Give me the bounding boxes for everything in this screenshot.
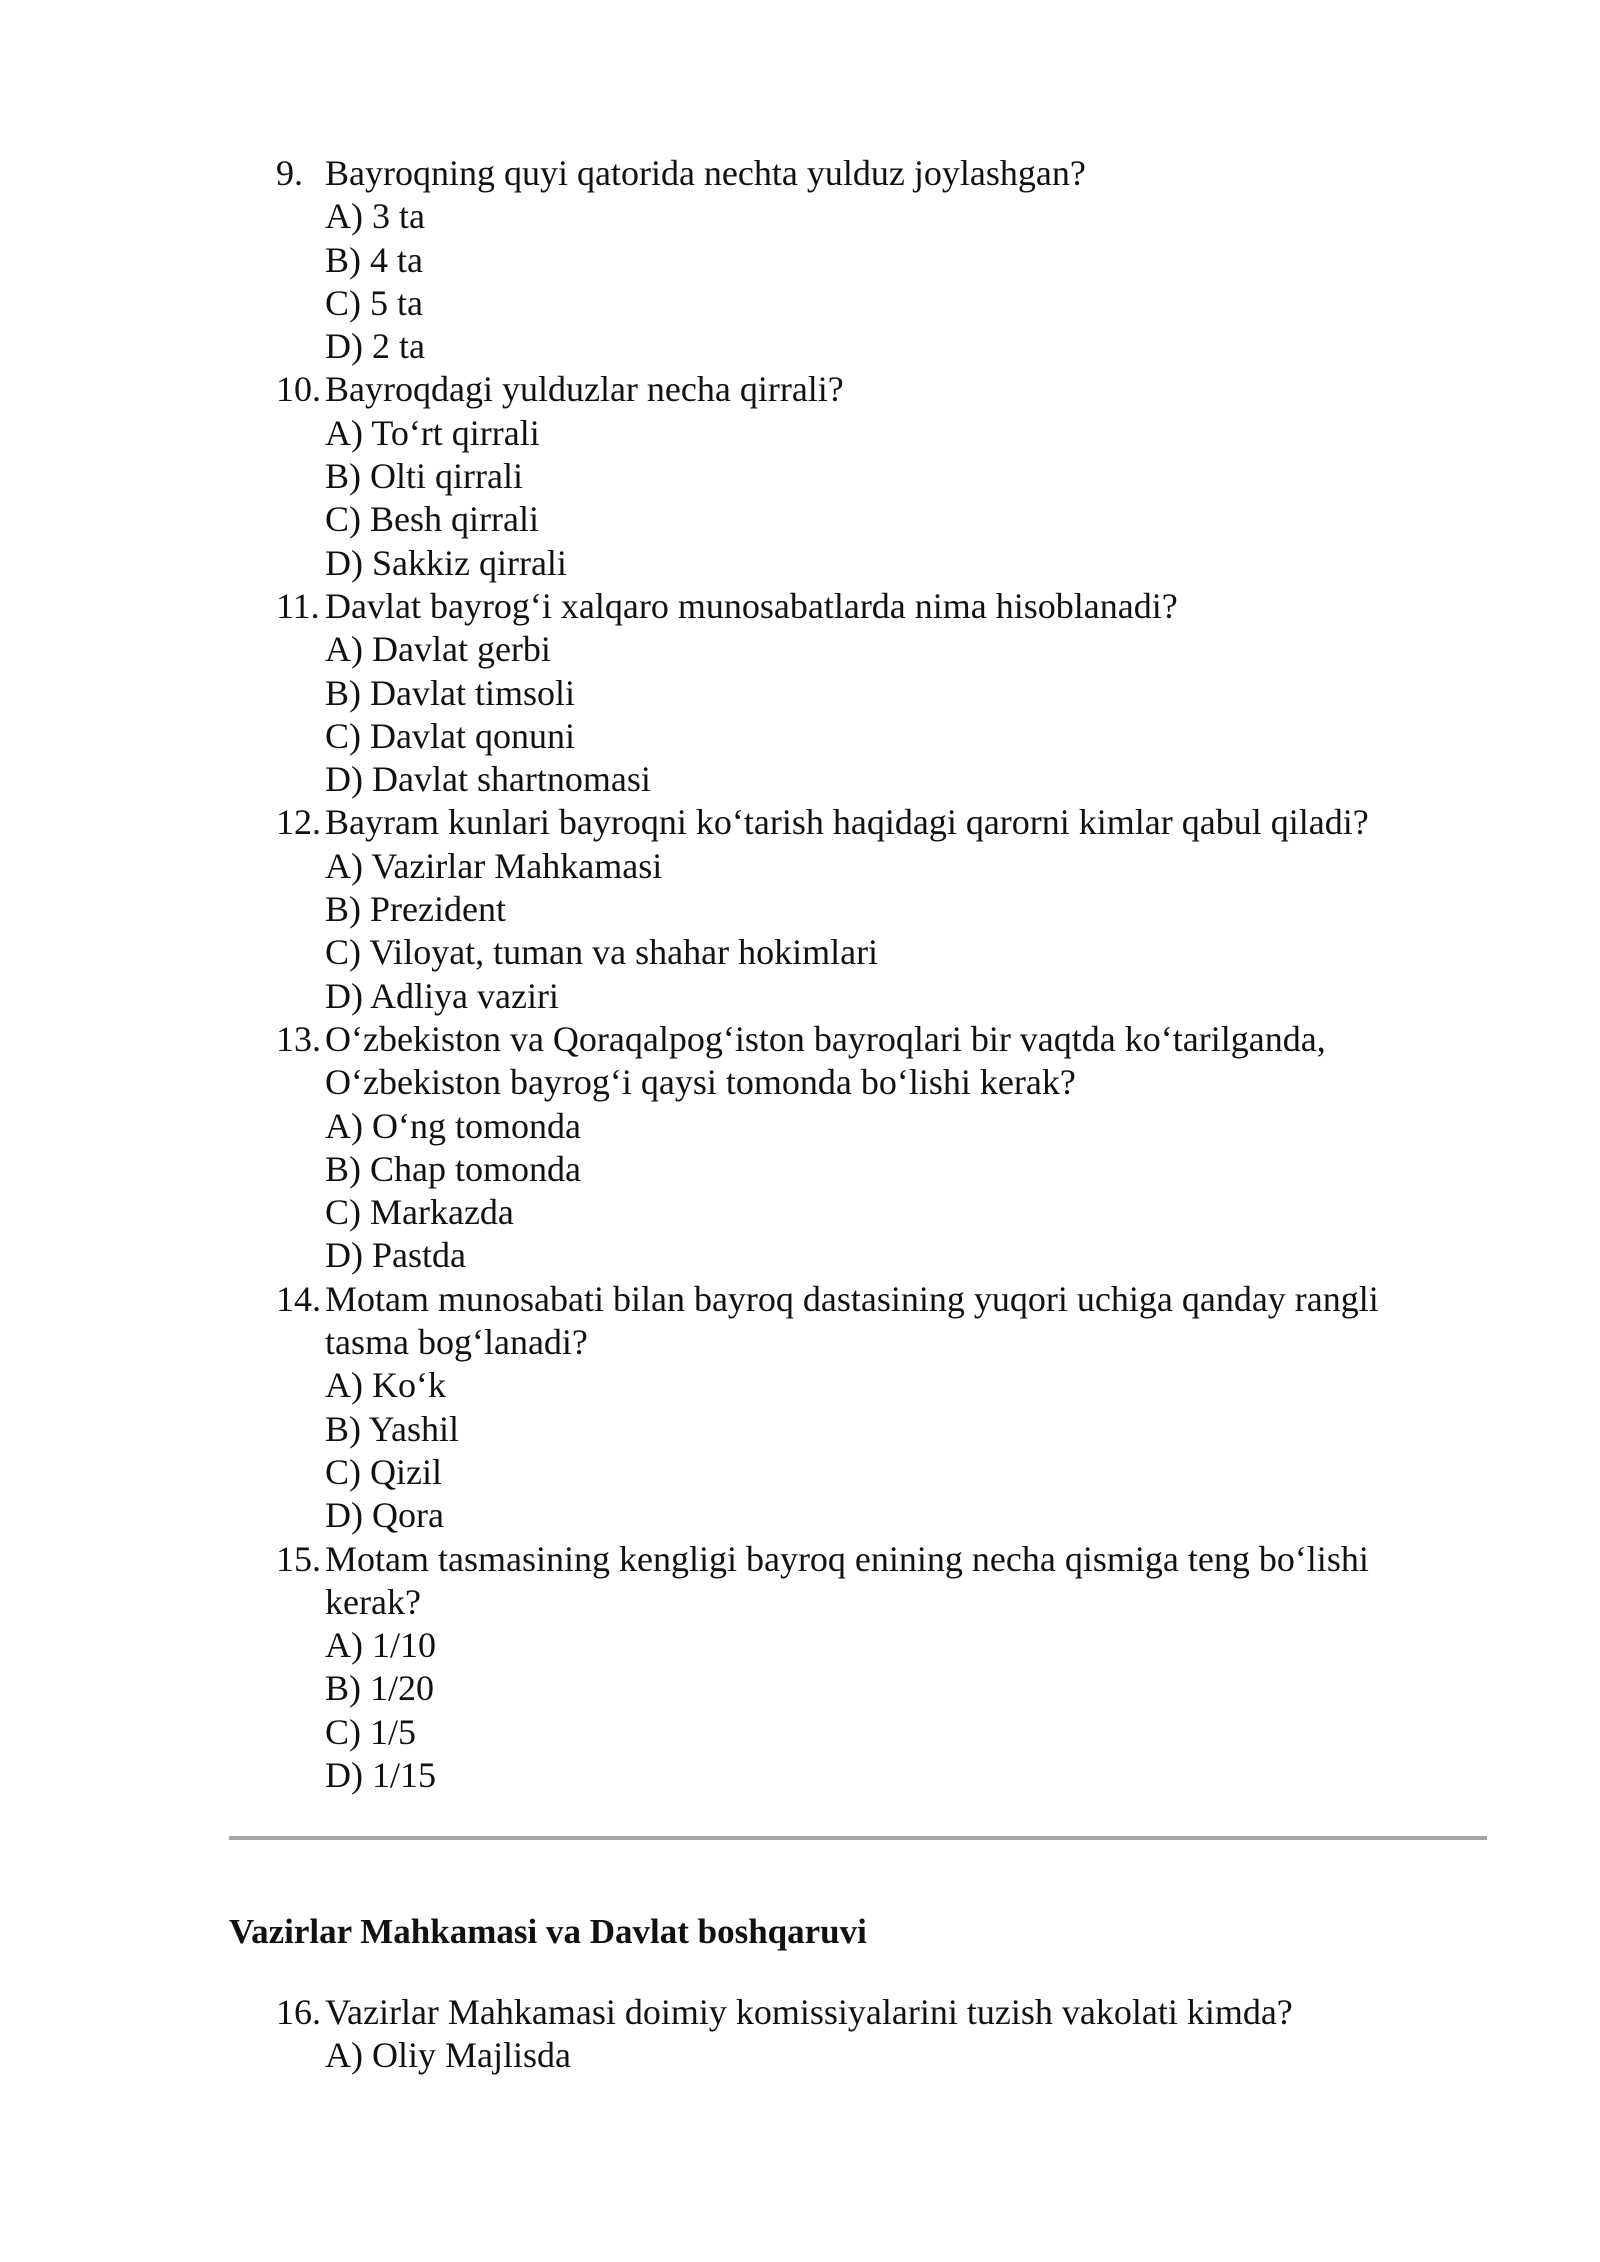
question-text: Bayroqdagi yulduzlar necha qirrali? <box>325 369 844 410</box>
answer-option: C) Besh qirrali <box>325 499 539 540</box>
question-list-2 <box>276 1991 1476 2078</box>
question-text: Davlat bayrog‘i xalqaro munosabatlarda nima hisoblanadi? <box>325 585 1178 626</box>
question-text: Bayroqning quyi qatorida nechta yulduz joylashgan? <box>325 153 1086 193</box>
question-number: 9. <box>276 153 303 193</box>
question-number: 10. <box>276 369 321 410</box>
question-text: kerak? <box>325 1581 421 1622</box>
question-text: Motam tasmasining kengligi bayroq enining necha qismiga teng bo‘lishi <box>325 1538 1369 1579</box>
answer-option: B) 4 ta <box>325 239 423 280</box>
answer-option: D) Qora <box>325 1495 444 1536</box>
answer-option: A) Ko‘k <box>325 1365 446 1406</box>
answer-option: A) 1/10 <box>325 1625 436 1666</box>
answer-option: B) Olti qirrali <box>325 456 523 497</box>
answer-option: B) Prezident <box>325 889 506 930</box>
answer-option: C) Viloyat, tuman va shahar hokimlari <box>325 932 879 973</box>
answer-option: D) Adliya vaziri <box>325 975 559 1016</box>
question-list <box>276 152 1476 1797</box>
question-item <box>276 152 1476 368</box>
question-number: 15. <box>276 1538 321 1579</box>
question-number: 11. <box>276 585 320 626</box>
answer-option: A) Oliy Majlisda <box>325 2035 571 2076</box>
question-item <box>276 1278 1476 1538</box>
question-item <box>276 1538 1476 1798</box>
question-item <box>276 801 1476 1017</box>
answer-option: C) Davlat qonuni <box>325 715 575 756</box>
question-text: O‘zbekiston bayrog‘i qaysi tomonda bo‘lishi kerak? <box>325 1062 1076 1103</box>
question-item <box>276 1991 1476 2078</box>
answer-option: C) 5 ta <box>325 282 423 323</box>
section-heading: Vazirlar Mahkamasi va Davlat boshqaruvi <box>229 1912 867 1951</box>
answer-option: D) Pastda <box>325 1235 466 1276</box>
answer-option: D) Sakkiz qirrali <box>325 542 567 583</box>
answer-option: C) 1/5 <box>325 1711 417 1752</box>
question-text: Motam munosabati bilan bayroq dastasining yuqori uchiga qanday rangli <box>325 1278 1379 1319</box>
question-number: 16. <box>276 1992 321 2032</box>
answer-option: B) Davlat timsoli <box>325 672 575 713</box>
answer-option: D) 2 ta <box>325 326 425 367</box>
answer-option: A) Davlat gerbi <box>325 629 551 670</box>
answer-option: B) Chap tomonda <box>325 1148 581 1189</box>
question-item <box>276 368 1476 584</box>
question-item <box>276 585 1476 801</box>
question-number: 14. <box>276 1278 321 1319</box>
question-text: Vazirlar Mahkamasi doimiy komissiyalarini tuzish vakolati kimda? <box>325 1992 1293 2032</box>
question-item <box>276 1018 1476 1278</box>
question-text: Bayram kunlari bayroqni ko‘tarish haqidagi qarorni kimlar qabul qiladi? <box>325 802 1369 843</box>
answer-option: A) To‘rt qirrali <box>325 412 540 453</box>
section-divider <box>229 1836 1487 1840</box>
answer-option: B) Yashil <box>325 1408 460 1449</box>
answer-option: D) Davlat shartnomasi <box>325 759 651 800</box>
question-text: tasma bog‘lanadi? <box>325 1322 588 1363</box>
answer-option: D) 1/15 <box>325 1754 436 1795</box>
answer-option: B) 1/20 <box>325 1668 435 1709</box>
answer-option: C) Markazda <box>325 1192 514 1233</box>
answer-option: C) Qizil <box>325 1451 442 1492</box>
question-number: 12. <box>276 802 321 843</box>
answer-option: A) O‘ng tomonda <box>325 1105 581 1146</box>
question-number: 13. <box>276 1018 321 1059</box>
question-text: O‘zbekiston va Qoraqalpog‘iston bayroqlari bir vaqtda ko‘tarilganda, <box>325 1018 1326 1059</box>
answer-option: A) Vazirlar Mahkamasi <box>325 845 663 886</box>
answer-option: A) 3 ta <box>325 196 425 237</box>
